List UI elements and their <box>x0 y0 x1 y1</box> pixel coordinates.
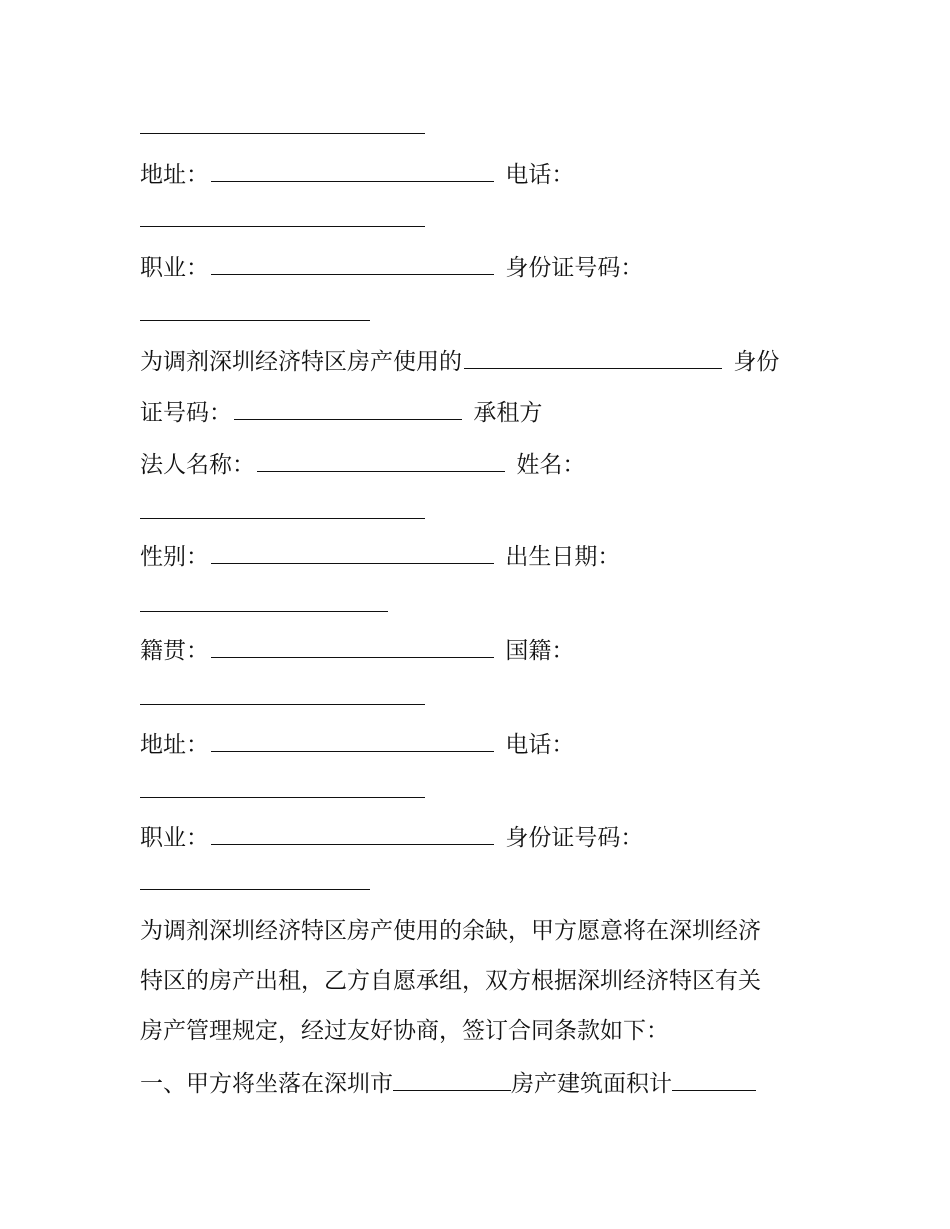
legal-person-blank[interactable] <box>257 451 505 472</box>
birth-date-label: 出生日期： <box>505 544 621 570</box>
lessee-phone-blank-row <box>140 776 429 806</box>
intro-blank[interactable] <box>464 348 722 369</box>
intro-id-label: 证号码： <box>140 400 232 426</box>
native-place-label: 籍贯： <box>140 638 209 664</box>
gender-blank[interactable] <box>211 543 494 564</box>
lessee-address-row <box>140 730 574 760</box>
lessor-occupation-row <box>140 253 643 283</box>
phone-blank[interactable] <box>140 777 425 798</box>
occupation-label: 职业： <box>140 255 209 281</box>
phone-label: 电话： <box>505 162 575 188</box>
phone-blank[interactable] <box>140 206 425 227</box>
lessee-name-blank-row <box>140 497 429 527</box>
native-place-blank[interactable] <box>211 637 494 658</box>
lessee-native-place-row <box>140 636 574 666</box>
address-blank[interactable] <box>211 161 494 182</box>
preamble-line: 特区的房产出租，乙方自愿承组，双方根据深圳经济特区有关 <box>140 968 761 994</box>
id-number-label: 身份证号码： <box>505 825 644 851</box>
birth-date-blank[interactable] <box>140 591 388 612</box>
address-label: 地址： <box>140 162 209 188</box>
clause-1-row <box>140 1069 756 1099</box>
lessor-phone-blank-row <box>140 205 429 235</box>
address-blank[interactable] <box>211 731 494 752</box>
occupation-blank[interactable] <box>211 254 494 275</box>
id-number-label: 身份证号码： <box>505 255 644 281</box>
lessor-address-row <box>140 160 574 190</box>
lessee-heading: 承租方 <box>473 400 543 426</box>
id-number-blank[interactable] <box>140 869 370 890</box>
lessee-legal-person-row <box>140 450 585 480</box>
name-blank[interactable] <box>140 498 425 519</box>
intro-id-blank[interactable] <box>234 399 462 420</box>
intro-id-row <box>140 398 542 428</box>
lessee-occupation-row <box>140 823 643 853</box>
preamble-line: 为调剂深圳经济特区房产使用的余缺，甲方愿意将在深圳经济 <box>140 918 761 944</box>
occupation-blank[interactable] <box>211 824 494 845</box>
name-label: 姓名： <box>516 452 586 478</box>
preamble-line: 房产管理规定，经过友好协商，签订合同条款如下： <box>140 1018 669 1044</box>
lessee-birth-date-blank-row <box>140 590 392 620</box>
floor-area-blank[interactable] <box>672 1070 756 1091</box>
gender-label: 性别： <box>140 544 209 570</box>
intro-text-identity: 身份 <box>733 349 780 375</box>
fill-blank[interactable] <box>140 113 425 134</box>
nationality-blank[interactable] <box>140 684 425 705</box>
lessee-nationality-blank-row <box>140 683 429 713</box>
address-label: 地址： <box>140 732 209 758</box>
lessor-name-blank-row <box>140 112 429 142</box>
city-location-blank[interactable] <box>393 1070 511 1091</box>
occupation-label: 职业： <box>140 825 209 851</box>
clause-1-prefix: 一、甲方将坐落在深圳市 <box>140 1071 393 1097</box>
nationality-label: 国籍： <box>505 638 575 664</box>
id-number-blank[interactable] <box>140 300 370 321</box>
intro-text: 为调剂深圳经济特区房产使用的 <box>140 349 462 375</box>
lessee-gender-row <box>140 542 620 572</box>
lessor-id-blank-row <box>140 299 374 329</box>
phone-label: 电话： <box>505 732 575 758</box>
legal-person-label: 法人名称： <box>140 452 255 478</box>
intro-fragment-row <box>140 347 779 377</box>
clause-1-middle: 房产建筑面积计 <box>511 1071 672 1097</box>
lessee-id-blank-row <box>140 868 374 898</box>
